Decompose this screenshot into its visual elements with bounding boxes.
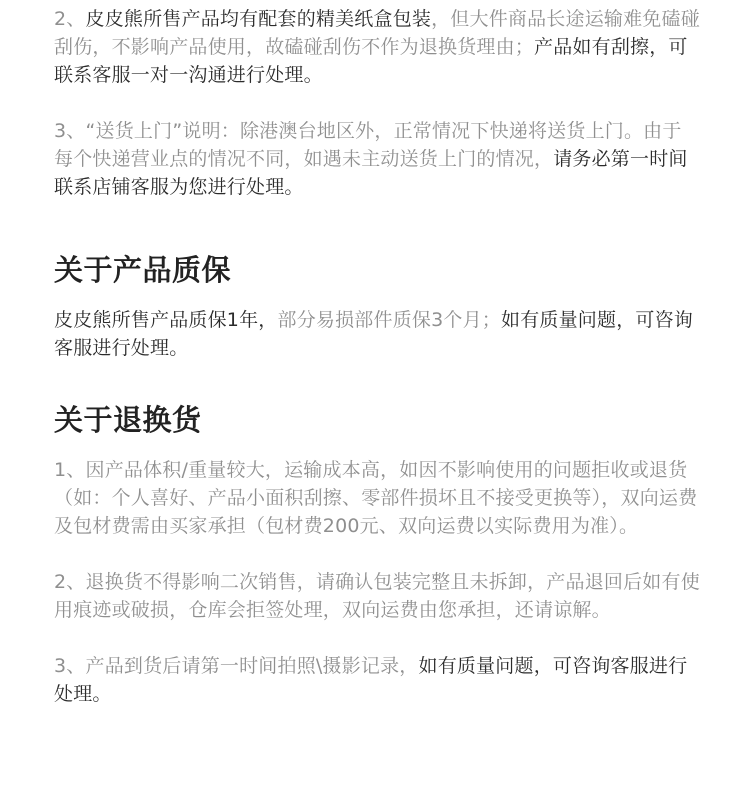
shipping-note-2-contact: 产品如有刮擦，可联系客服一对一沟通进行处理。 (54, 36, 688, 86)
shipping-note-3-contact: 请务必第一时间联系店铺客服为您进行处理。 (54, 148, 688, 198)
returns-heading: 关于退换货 (54, 403, 202, 437)
shipping-note-2-number: 2、 (54, 8, 86, 30)
returns-note-3-contact: 如有质量问题，可咨询客服进行处理。 (54, 655, 688, 705)
warranty-text-period: 皮皮熊所售产品质保1年， (54, 309, 278, 331)
warranty-text (54, 306, 700, 362)
returns-note-3-photo: 3、产品到货后请第一时间拍照\摄影记录， (54, 655, 419, 677)
returns-note-2: 2、退换货不得影响二次销售，请确认包装完整且未拆卸，产品退回后如有使用痕迹或破损，仓库会拒签处理，双向运费由您承担，还请谅解。 (54, 571, 700, 621)
returns-note-3 (54, 652, 700, 708)
shipping-note-2-damage: ，但大件商品长途运输难免磕碰刮伤，不影响产品使用，故磕碰刮伤不作为退换货理由； (54, 8, 700, 58)
shipping-note-2 (54, 5, 700, 89)
shipping-note-2-packaging: 皮皮熊所售产品均有配套的精美纸盒包装 (85, 8, 432, 30)
warranty-text-parts: 部分易损部件质保3个月； (277, 309, 501, 331)
warranty-text-contact: 如有质量问题，可咨询客服进行处理。 (54, 309, 694, 359)
returns-note-1: 1、因产品体积/重量较大，运输成本高，如因不影响使用的问题拒收或退货（如：个人喜好、产品小面积刮擦、零部件损坏且不接受更换等），双向运费及包材费需由买家承担（包材费200元、双向运费以实际费用为准）。 (54, 459, 698, 537)
warranty-heading: 关于产品质保 (54, 253, 232, 287)
shipping-note-3-delivery: 3、“送货上门”说明：除港澳台地区外，正常情况下快递将送货上门。由于每个快递营业点的情况不同，如遇未主动送货上门的情况， (54, 120, 682, 170)
shipping-note-3 (54, 117, 700, 201)
